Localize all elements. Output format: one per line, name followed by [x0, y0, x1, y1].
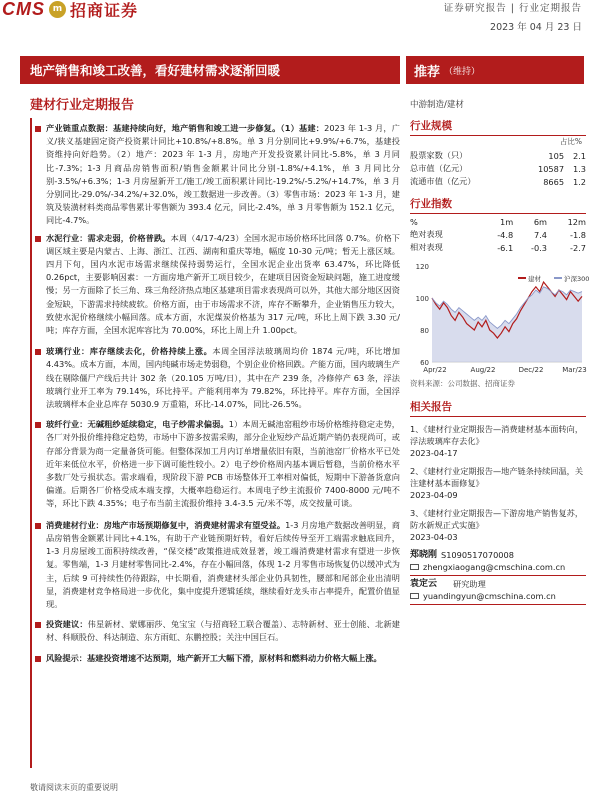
analyst-row — [410, 578, 586, 590]
row-value: -2.7 — [570, 242, 586, 253]
report-kind: 证券研究报告 | 行业定期报告 — [443, 3, 582, 14]
section-risk — [32, 652, 402, 665]
row-value: -1.8 — [570, 229, 586, 240]
header-meta — [444, 0, 582, 33]
divider — [410, 604, 586, 605]
industry-index-table — [410, 216, 586, 254]
row-value: 10587 — [538, 163, 565, 174]
index-chart-svg — [410, 258, 590, 378]
section-fiberglass — [32, 418, 402, 510]
legend-label: 建材 — [528, 275, 541, 283]
col-header: % — [410, 217, 418, 227]
logo-en: CMS — [2, 0, 45, 19]
analyst-block — [410, 549, 586, 605]
related-report-date: 2023-04-09 — [410, 490, 458, 500]
row-pct: 1.2 — [572, 176, 586, 187]
y-tick-label: 80 — [420, 327, 429, 335]
bullet-icon — [35, 236, 41, 242]
report-title-banner — [20, 56, 400, 84]
row-value: -6.1 — [497, 242, 514, 253]
bullet-icon — [35, 349, 41, 355]
rating-banner — [406, 56, 584, 84]
related-report-text: 3、《建材行业定期报告—下游房地产销售复苏，防水新规正式实施》 — [410, 508, 584, 530]
analyst-name: 郑晓刚 — [410, 550, 438, 560]
analyst-role: 研究助理 — [453, 579, 486, 589]
page-header — [0, 0, 600, 36]
section-lead: 风险提示：基建投资增速不达预期，地产新开工大幅下滑，原材料和燃料动力价格大幅上涨。 — [46, 652, 382, 663]
related-reports-list — [410, 423, 586, 543]
bullet-icon — [35, 422, 41, 428]
related-report-item[interactable] — [410, 507, 586, 543]
row-label: 流通市值（亿元） — [410, 176, 476, 186]
rating-label: 推荐 — [414, 64, 441, 80]
col-header: 6m — [533, 217, 548, 227]
chart-source: 资料来源：公司数据、招商证券 — [410, 379, 515, 388]
row-value: 7.4 — [533, 229, 548, 240]
sidebar — [410, 118, 590, 607]
logo-cn: 招商证券 — [70, 0, 139, 20]
section-lead: 水泥行业：需求走弱，价格普跌。 — [46, 232, 171, 243]
related-report-item[interactable] — [410, 465, 586, 501]
x-tick-label: Mar/23 — [562, 366, 587, 374]
row-label: 相对表现 — [410, 242, 443, 252]
divider — [410, 575, 586, 576]
analyst-email[interactable]: yuandingyun@cmschina.com.cn — [423, 591, 556, 601]
analyst-name: 袁定云 — [410, 579, 438, 589]
related-report-date: 2023-04-17 — [410, 448, 458, 458]
section-lead: 玻璃行业：库存继续去化，价格持续上涨。 — [46, 346, 213, 357]
table-row — [410, 175, 586, 188]
row-pct: 1.3 — [572, 163, 586, 174]
logo-emblem-icon: m — [49, 1, 66, 18]
row-value: 8665 — [543, 176, 565, 187]
section-chain-data — [32, 122, 402, 228]
section-investment-advice — [32, 618, 402, 644]
table-row — [410, 228, 586, 241]
legend-label: 沪深300 — [564, 275, 590, 283]
x-tick-label: Dec/22 — [518, 366, 544, 374]
analyst-id: S1090517070008 — [441, 550, 514, 560]
y-tick-label: 60 — [420, 359, 429, 367]
report-type: 建材行业定期报告 — [30, 98, 135, 113]
footer-note: 敬请阅读末页的重要说明 — [30, 783, 118, 792]
x-tick-label: Apr/22 — [423, 366, 447, 374]
table-row — [410, 162, 586, 175]
bullet-icon — [35, 126, 41, 132]
related-report-item[interactable] — [410, 423, 586, 459]
x-tick-label: Aug/22 — [470, 366, 496, 374]
email-icon — [410, 564, 419, 570]
bullet-icon — [35, 656, 41, 662]
section-body: 2023 年 1-3 月，广义/狭义基建固定资产投资累计同比+10.8%/+8.8%。单 3 月分别同比+9.9%/+6.7%，基建投资维持向好趋势。（2）地产：2023 年 1-3 月，房地产开发投资累计同比-5.8%，单 3 月同比-7.3%；1-3 月商品房销售面积/销售金额累计同比分别-1.8%/+4.1%，单 3 月同比分别-3.5%/+6.3%；1-3 月房屋新开工/施工/竣工面积累计同比-19.2%/-5.2%/+14.7%，单 3 月分别同比-29.0%/-34.2%/+32.0%，竣工数据进一步改善。（3）零售市场：2023 年 1-3 月，建筑及装潢材料类商品零售累计零售额为 393.4 亿元，同比-2.4%，单 3 月零售额为 152.1 亿元，同比-4.7%。 — [46, 123, 400, 226]
table-header-row — [410, 216, 586, 228]
row-value: -4.8 — [497, 229, 514, 240]
section-body: 伟星新材、蒙娜丽莎、兔宝宝（与招商轻工联合覆盖）、志特新材、亚士创能、北新建材、科顺股份、科达制造、东方雨虹、东鹏控股；关注中国巨石。 — [46, 619, 400, 643]
series-area-hs300 — [432, 287, 582, 362]
analyst-email[interactable]: zhengxiaogang@cmschina.com.cn — [423, 562, 566, 572]
report-date: 2023 年 04 月 23 日 — [490, 22, 582, 33]
analyst-row — [410, 549, 586, 561]
index-chart — [410, 258, 590, 378]
section-lead: 产业链重点数据：基建持续向好，地产销售和竣工进一步修复。（1）基建： — [46, 123, 325, 133]
col-header: 1m — [500, 217, 514, 227]
table-row — [410, 241, 586, 254]
main-content — [30, 118, 402, 768]
row-label: 股票家数（只） — [410, 150, 468, 160]
section-glass — [32, 345, 402, 411]
industry-index-title: 行业指数 — [410, 196, 586, 214]
section-lead: 玻纤行业：无碱粗纱延续稳定，电子纱需求偏弱。 — [46, 419, 229, 430]
email-icon — [410, 593, 419, 599]
section-cement — [32, 232, 402, 338]
table-row — [410, 149, 586, 162]
industry-scale-title: 行业规模 — [410, 118, 586, 136]
row-label: 总市值（亿元） — [410, 163, 468, 173]
col-header: 12m — [567, 217, 586, 227]
scale-unit: 占比% — [559, 137, 582, 146]
section-lead: 消费建材行业：房地产市场预期修复中，消费建材需求有望受益。 — [46, 519, 286, 530]
row-value: 105 — [548, 150, 565, 161]
y-tick-label: 100 — [415, 295, 429, 303]
related-report-text: 2、《建材行业定期报告—地产链条持续回温，关注建材基本面修复》 — [410, 466, 584, 488]
row-pct: 2.1 — [572, 150, 586, 161]
section-body: 1）本周无碱池窑粗纱市场价格维持稳定走势，各厂对外报价维持稳定趋势，市场中下游多按需采购，部分企业短纱产品近期产销仍表现尚可，或存部分背景为商一定量备货可能。但整体深加工月内订单增量依旧有限，当前池窑厂价格水平已处近年来低位水平，价格进一步下调可能性较小。2）电子纱价格周内基本调后暂稳，当前价格水平多数厂处亏损状态。需求端看，现阶段下游 PCB 市场整体开工率相对偏低，短期中下游备货意向偏谨。后期各厂价格受成本端支撑，大概率趋稳运行。本周电子纱主流报价 7400-8000 元/吨不等，环比下跌 4.35%；电子布当前主流报价维持 3.4-3.5 元/米不等，成交按量可谈。 — [46, 419, 400, 509]
rating-note: （维持） — [444, 66, 481, 77]
report-title: 地产销售和竣工改善，看好建材需求逐渐回暖 — [30, 63, 281, 78]
section-body: 1-3 月房地产数据改善明显，商品房销售金额累计同比+4.1%，有助于产业链预期好转，看好后续传导至开工端需求触底回升，1-3 月房屋竣工面积持续改善，“保交楼”政策推进成效显著，竣工端消费建材需求有望进一步恢复。零售端，1-3 月建材零售同比-2.4%，存在小幅回落，体现 1-2 月零售市场恢复仍以缓冲式为主，后续 9 可持续性仍待跟踪，中长期看，消费建材头部企业仍具韧性，腰部和尾部企业出清明显，消费建材竞争格局进一步优化，集中度提升逻辑延续，继续看好龙头市占率提升，配置价值显现。 — [46, 519, 400, 609]
company-logo — [2, 0, 138, 18]
related-reports-title: 相关报告 — [410, 399, 586, 417]
section-consumer-materials — [32, 519, 402, 611]
section-body: 本周全国浮法玻璃周均价 1874 元/吨，环比增加 4.43%。成本方面，本周，国内纯碱市场走势弱稳，个别企业价格回跌。产能方面，国内玻璃生产线在剔除僵尸产线后共计 302 条（20.105 万吨/日），其中在产 239 条，冷修停产 63 条，浮法玻璃行业开工率为 79.14%，环比持平。产能利用率为 79.82%，环比持平。库存方面，全国浮法玻璃样本企业总库存 5030.9 万重箱，环比-14.07%，同比-26.5%。 — [46, 346, 400, 410]
bullet-icon — [35, 523, 41, 529]
analyst-email-row — [410, 590, 586, 602]
related-report-date: 2023-04-03 — [410, 532, 458, 542]
analyst-email-row — [410, 561, 586, 573]
y-tick-label: 120 — [415, 263, 429, 271]
industry-scale-table — [410, 149, 586, 188]
row-value: -0.3 — [531, 242, 548, 253]
row-label: 绝对表现 — [410, 229, 443, 239]
section-lead: 投资建议： — [46, 619, 88, 630]
related-report-text: 1、《建材行业定期报告—消费建材基本面转向，浮法玻璃库存去化》 — [410, 424, 584, 446]
section-body: 本周（4/17-4/23）全国水泥市场价格环比回落 0.7%。价格下调区域主要是内蒙古、上海、浙江、江西、湖南和重庆等地，幅度 10-30 元/吨；暂无上涨区域。四月下旬，国内水泥市场需求继续保持弱势运行，全国水泥企业出货率 63.47%，环比降低 0.26pct，主要影响因素：一方面房地产新开工项目较少，在建项目因资金短缺问题，施工进度缓慢；另一方面除了长三角、珠三角经济热点地区基建项目需求表现尚可以外，其他大部分地区因资金短缺，下游需求持续疲软。价格方面，由于市场需求不济，库存不断攀升，企业销售压力较大，致使水泥价格继续小幅回落。成本方面，水泥煤炭价格基为 317 元/吨，环比上周下跌 3.30 元/吨；库存方面，全国水泥库容比为 70.00%，环比上周上升 1.00pct。 — [46, 232, 400, 336]
industry-label: 中游制造/建材 — [410, 100, 464, 110]
bullet-icon — [35, 622, 41, 628]
